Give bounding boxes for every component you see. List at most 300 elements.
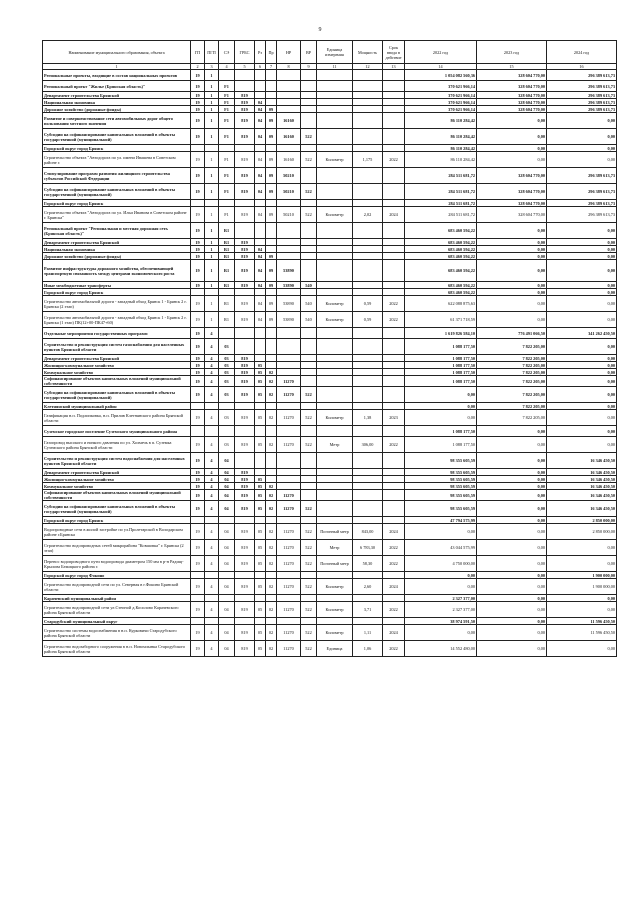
table-cell: 04 bbox=[255, 106, 266, 113]
table-cell: 683 460 594,22 bbox=[405, 289, 477, 296]
table-cell bbox=[317, 253, 353, 260]
table-cell bbox=[353, 355, 383, 362]
table-cell: 04 bbox=[219, 453, 235, 469]
table-row bbox=[43, 501, 617, 517]
column-header: СЭ bbox=[219, 41, 235, 64]
table-cell bbox=[266, 289, 277, 296]
table-cell: 98 355 605,59 bbox=[405, 483, 477, 490]
table-cell: 306,00 bbox=[353, 437, 383, 453]
table-cell bbox=[317, 517, 353, 524]
table-cell bbox=[235, 572, 255, 579]
table-cell bbox=[353, 595, 383, 602]
table-cell: 522 bbox=[301, 207, 317, 223]
table-cell: 819 bbox=[235, 410, 255, 426]
table-cell bbox=[301, 223, 317, 239]
table-cell: 522 bbox=[301, 410, 317, 426]
table-cell: 02 bbox=[266, 524, 277, 540]
table-cell: 4 bbox=[205, 524, 219, 540]
table-cell bbox=[317, 184, 353, 200]
row-name-cell: Региональный проект "Жилье (Брянская область)" bbox=[43, 81, 191, 92]
table-cell bbox=[205, 289, 219, 296]
table-cell bbox=[383, 260, 405, 282]
table-row bbox=[43, 184, 617, 200]
column-number: 5 bbox=[235, 64, 255, 70]
table-cell: Единица bbox=[317, 641, 353, 657]
table-cell bbox=[301, 453, 317, 469]
table-cell: 02 bbox=[266, 490, 277, 501]
table-cell bbox=[317, 145, 353, 152]
table-cell bbox=[383, 483, 405, 490]
table-cell: 05 bbox=[255, 362, 266, 369]
table-cell: 53890 bbox=[277, 296, 301, 312]
table-row bbox=[43, 282, 617, 289]
table-cell: R1 bbox=[219, 253, 235, 260]
table-cell: 296 389 613,73 bbox=[547, 168, 617, 184]
table-cell bbox=[255, 200, 266, 207]
table-cell bbox=[235, 403, 255, 410]
table-cell: 19 bbox=[191, 387, 205, 403]
table-cell: 1 088 177,50 bbox=[405, 376, 477, 387]
table-cell: 11270 bbox=[277, 556, 301, 572]
table-cell: 2023 bbox=[383, 410, 405, 426]
table-cell: 6 783,30 bbox=[353, 540, 383, 556]
table-cell bbox=[277, 595, 301, 602]
table-cell bbox=[255, 469, 266, 476]
table-cell bbox=[353, 339, 383, 355]
table-cell: 53890 bbox=[277, 282, 301, 289]
table-cell: 09 bbox=[266, 129, 277, 145]
table-cell: 0,00 bbox=[547, 339, 617, 355]
table-cell: 0,00 bbox=[405, 572, 477, 579]
table-cell: 19 bbox=[191, 339, 205, 355]
table-cell bbox=[301, 328, 317, 339]
table-cell: 0,00 bbox=[547, 595, 617, 602]
table-row bbox=[43, 490, 617, 501]
table-cell bbox=[277, 369, 301, 376]
table-cell bbox=[353, 490, 383, 501]
table-cell bbox=[317, 572, 353, 579]
table-row bbox=[43, 410, 617, 426]
table-cell bbox=[266, 99, 277, 106]
table-cell bbox=[301, 70, 317, 81]
table-cell bbox=[383, 387, 405, 403]
table-cell bbox=[353, 426, 383, 437]
table-cell: 2 327 377,00 bbox=[405, 602, 477, 618]
table-cell: 819 bbox=[235, 312, 255, 328]
table-cell: 53890 bbox=[277, 312, 301, 328]
table-cell bbox=[353, 453, 383, 469]
table-cell bbox=[353, 246, 383, 253]
row-name-cell: Строительство водопроводных сетей микрорайона "Ковшовка" г. Брянска (2 этап) bbox=[43, 540, 191, 556]
row-name-cell: Газопровод высокого и низкого давления по ул. Холмечь в п. Суземка Суземского района Брянской области bbox=[43, 437, 191, 453]
table-row bbox=[43, 602, 617, 618]
table-cell: 47 794 575,99 bbox=[405, 517, 477, 524]
table-cell: 16 346 450,50 bbox=[547, 483, 617, 490]
table-cell: 1 bbox=[205, 207, 219, 223]
table-cell: 0,00 bbox=[477, 129, 547, 145]
table-cell bbox=[277, 403, 301, 410]
column-header: Мощность bbox=[353, 41, 383, 64]
table-cell bbox=[301, 246, 317, 253]
table-cell bbox=[235, 81, 255, 92]
table-cell: 4 bbox=[205, 437, 219, 453]
row-name-cell: Водопроводные сети в жилой застройке по ул.Пролетарской в Володарском районе г.Брянска bbox=[43, 524, 191, 540]
table-cell: F1 bbox=[219, 92, 235, 99]
row-name-cell: Строительство водопроводной сети ул.Степной д.Косилово Карачевского района Брянской области bbox=[43, 602, 191, 618]
table-cell: 43 044 575,99 bbox=[405, 540, 477, 556]
table-cell: 819 bbox=[235, 483, 255, 490]
table-cell bbox=[219, 403, 235, 410]
table-cell bbox=[235, 145, 255, 152]
table-cell: 328 604 770,00 bbox=[477, 70, 547, 81]
table-cell: 02 bbox=[266, 376, 277, 387]
table-cell bbox=[317, 355, 353, 362]
table-cell: 19 bbox=[191, 602, 205, 618]
table-cell: 04 bbox=[219, 490, 235, 501]
table-cell: 19 bbox=[191, 239, 205, 246]
row-name-cell: Региональные проекты, входящие в состав национальных проектов bbox=[43, 70, 191, 81]
table-cell bbox=[255, 239, 266, 246]
table-cell bbox=[317, 469, 353, 476]
table-cell bbox=[317, 289, 353, 296]
row-name-cell: Развитие инфраструктуры дорожного хозяйства, обеспечивающей транспортную связанность между центрами экономического роста bbox=[43, 260, 191, 282]
table-cell: 1 bbox=[205, 184, 219, 200]
table-cell: 1 bbox=[205, 239, 219, 246]
table-cell: 0,00 bbox=[477, 296, 547, 312]
table-cell bbox=[277, 476, 301, 483]
table-cell: 0,00 bbox=[477, 282, 547, 289]
table-cell: 02 bbox=[266, 625, 277, 641]
table-cell bbox=[383, 253, 405, 260]
table-cell: 1 bbox=[205, 81, 219, 92]
table-cell bbox=[266, 355, 277, 362]
table-cell bbox=[353, 476, 383, 483]
table-cell: 04 bbox=[255, 207, 266, 223]
table-cell: 0,00 bbox=[547, 387, 617, 403]
table-cell bbox=[353, 253, 383, 260]
table-cell: 4 bbox=[205, 355, 219, 362]
table-cell: 19 bbox=[191, 362, 205, 369]
table-cell: 02 bbox=[266, 602, 277, 618]
table-cell bbox=[266, 145, 277, 152]
table-cell: 02 bbox=[266, 437, 277, 453]
table-cell: Километр bbox=[317, 602, 353, 618]
table-row bbox=[43, 312, 617, 328]
table-cell: 819 bbox=[235, 253, 255, 260]
table-cell bbox=[383, 246, 405, 253]
table-row bbox=[43, 207, 617, 223]
table-cell: 19 bbox=[191, 437, 205, 453]
table-cell bbox=[235, 328, 255, 339]
table-cell: 819 bbox=[235, 239, 255, 246]
table-cell: 50210 bbox=[277, 207, 301, 223]
table-cell bbox=[383, 572, 405, 579]
table-cell bbox=[235, 289, 255, 296]
table-row bbox=[43, 289, 617, 296]
table-cell: 522 bbox=[301, 540, 317, 556]
table-cell bbox=[383, 595, 405, 602]
table-cell: 98 355 605,59 bbox=[405, 501, 477, 517]
table-cell: 683 460 594,22 bbox=[405, 223, 477, 239]
table-cell: 370 621 966,14 bbox=[405, 106, 477, 113]
table-cell bbox=[383, 106, 405, 113]
table-cell: 09 bbox=[266, 152, 277, 168]
table-cell: 1 bbox=[205, 223, 219, 239]
table-cell bbox=[277, 362, 301, 369]
table-cell: 04 bbox=[255, 312, 266, 328]
table-cell: 0,00 bbox=[547, 602, 617, 618]
table-cell bbox=[353, 129, 383, 145]
table-cell: 02 bbox=[266, 579, 277, 595]
table-cell: 522 bbox=[301, 602, 317, 618]
table-cell: 19 bbox=[191, 129, 205, 145]
table-cell: 1 054 082 560,36 bbox=[405, 70, 477, 81]
table-cell: 19 bbox=[191, 152, 205, 168]
table-cell: 522 bbox=[301, 556, 317, 572]
table-cell: 04 bbox=[255, 253, 266, 260]
table-cell bbox=[277, 223, 301, 239]
table-cell: 522 bbox=[301, 184, 317, 200]
column-number: 7 bbox=[266, 64, 277, 70]
table-cell: 4 750 000,00 bbox=[405, 556, 477, 572]
table-cell: 98 355 605,59 bbox=[405, 476, 477, 483]
table-cell: 819 bbox=[235, 99, 255, 106]
table-cell: 11270 bbox=[277, 376, 301, 387]
table-cell: 19 bbox=[191, 355, 205, 362]
row-name-cell: Национальная экономика bbox=[43, 246, 191, 253]
table-cell: 284 511 681,72 bbox=[405, 184, 477, 200]
table-cell: 328 604 770,00 bbox=[477, 92, 547, 99]
table-cell: 819 bbox=[235, 469, 255, 476]
table-cell: 776 491 066,50 bbox=[477, 328, 547, 339]
table-cell: 05 bbox=[255, 625, 266, 641]
table-cell: 819 bbox=[235, 246, 255, 253]
table-cell: 02 bbox=[266, 410, 277, 426]
table-cell bbox=[266, 70, 277, 81]
table-cell bbox=[205, 403, 219, 410]
table-cell bbox=[301, 426, 317, 437]
column-number: 16 bbox=[547, 64, 617, 70]
table-cell: F1 bbox=[219, 152, 235, 168]
table-cell bbox=[277, 99, 301, 106]
table-cell: 19 bbox=[191, 579, 205, 595]
table-cell: 0,00 bbox=[547, 355, 617, 362]
table-cell bbox=[353, 328, 383, 339]
table-cell bbox=[383, 426, 405, 437]
table-cell bbox=[277, 106, 301, 113]
table-cell: 819 bbox=[235, 387, 255, 403]
table-cell: 1,38 bbox=[353, 410, 383, 426]
table-row bbox=[43, 517, 617, 524]
table-cell: 0,00 bbox=[547, 556, 617, 572]
table-cell: 11270 bbox=[277, 625, 301, 641]
table-cell: 09 bbox=[266, 113, 277, 129]
table-cell: 0,00 bbox=[477, 556, 547, 572]
table-cell: 2024 bbox=[383, 579, 405, 595]
table-cell: 04 bbox=[219, 501, 235, 517]
table-cell: 328 604 770,00 bbox=[477, 168, 547, 184]
table-cell: 11 596 450,50 bbox=[547, 625, 617, 641]
column-header: Срок ввода в действие bbox=[383, 41, 405, 64]
budget-table bbox=[42, 40, 617, 657]
table-cell bbox=[383, 328, 405, 339]
table-cell: 0,00 bbox=[547, 289, 617, 296]
table-cell bbox=[277, 339, 301, 355]
table-cell bbox=[317, 113, 353, 129]
table-cell bbox=[255, 223, 266, 239]
table-cell: F1 bbox=[219, 99, 235, 106]
table-cell: 4 bbox=[205, 641, 219, 657]
table-cell bbox=[301, 81, 317, 92]
table-cell: 522 bbox=[301, 625, 317, 641]
table-cell bbox=[255, 403, 266, 410]
table-cell bbox=[317, 618, 353, 625]
table-cell: 05 bbox=[255, 579, 266, 595]
table-cell: 04 bbox=[255, 99, 266, 106]
table-cell bbox=[277, 469, 301, 476]
column-header: НР bbox=[277, 41, 301, 64]
column-header: Пр bbox=[266, 41, 277, 64]
table-row bbox=[43, 81, 617, 92]
table-cell: 09 bbox=[266, 296, 277, 312]
table-cell bbox=[301, 168, 317, 184]
table-cell bbox=[383, 81, 405, 92]
table-cell bbox=[191, 403, 205, 410]
table-cell: 819 bbox=[235, 556, 255, 572]
table-cell bbox=[317, 239, 353, 246]
table-cell: 0,00 bbox=[477, 595, 547, 602]
table-cell: 03 bbox=[219, 376, 235, 387]
table-cell: 02 bbox=[266, 641, 277, 657]
table-cell: 0,00 bbox=[547, 410, 617, 426]
table-cell: 0,00 bbox=[477, 312, 547, 328]
table-cell: 2 327 377,00 bbox=[405, 595, 477, 602]
table-cell bbox=[383, 403, 405, 410]
table-cell bbox=[383, 223, 405, 239]
table-cell: 19 bbox=[191, 540, 205, 556]
column-number: 9 bbox=[301, 64, 317, 70]
table-cell: 19 bbox=[191, 260, 205, 282]
row-name-cell: Департамент строительства Брянской bbox=[43, 92, 191, 99]
table-cell: 09 bbox=[266, 106, 277, 113]
table-cell: 04 bbox=[219, 540, 235, 556]
table-cell: 4 bbox=[205, 556, 219, 572]
table-cell: 2022 bbox=[383, 556, 405, 572]
row-name-cell: Жилищно-коммунальное хозяйство bbox=[43, 362, 191, 369]
table-cell: 296 389 613,73 bbox=[547, 106, 617, 113]
table-row bbox=[43, 625, 617, 641]
table-cell bbox=[277, 572, 301, 579]
table-cell: 0,00 bbox=[547, 239, 617, 246]
table-cell: 11 596 450,50 bbox=[547, 618, 617, 625]
row-name-cell: Суземское городское поселение Суземского муниципального района bbox=[43, 426, 191, 437]
column-header: ВР bbox=[301, 41, 317, 64]
table-cell: 04 bbox=[255, 129, 266, 145]
table-cell bbox=[383, 168, 405, 184]
table-cell: 819 bbox=[235, 152, 255, 168]
table-cell: 0,00 bbox=[547, 369, 617, 376]
table-cell bbox=[317, 362, 353, 369]
table-cell: 11270 bbox=[277, 501, 301, 517]
table-cell: 2022 bbox=[383, 437, 405, 453]
table-cell: Погонный метр bbox=[317, 556, 353, 572]
table-cell bbox=[235, 426, 255, 437]
row-name-cell: Строительство водозаборного сооружения в н.п. Новомлынка Стародубского района Брянской области bbox=[43, 641, 191, 657]
row-name-cell: Отдельные мероприятия государственных программ bbox=[43, 328, 191, 339]
table-cell bbox=[383, 289, 405, 296]
table-cell: 16 346 450,50 bbox=[547, 453, 617, 469]
table-cell bbox=[266, 469, 277, 476]
table-cell bbox=[301, 260, 317, 282]
table-cell: 819 bbox=[235, 540, 255, 556]
table-header-row bbox=[43, 41, 617, 64]
column-header: ПГП bbox=[205, 41, 219, 64]
table-row bbox=[43, 469, 617, 476]
table-cell: 86 110 284,42 bbox=[405, 152, 477, 168]
table-cell bbox=[353, 403, 383, 410]
row-name-cell: Клетнянский муниципальный район bbox=[43, 403, 191, 410]
table-row bbox=[43, 129, 617, 145]
column-number: 4 bbox=[219, 64, 235, 70]
table-cell bbox=[353, 168, 383, 184]
table-cell: 1 088 177,50 bbox=[405, 339, 477, 355]
table-cell bbox=[235, 70, 255, 81]
table-cell: 819 bbox=[235, 437, 255, 453]
table-cell bbox=[383, 517, 405, 524]
table-cell: 53890 bbox=[277, 260, 301, 282]
table-cell bbox=[317, 476, 353, 483]
table-cell: F1 bbox=[219, 106, 235, 113]
table-cell bbox=[301, 339, 317, 355]
table-cell: 819 bbox=[235, 92, 255, 99]
table-cell: 370 621 966,14 bbox=[405, 81, 477, 92]
table-cell: 86 110 284,42 bbox=[405, 113, 477, 129]
table-cell: 61 371 718,59 bbox=[405, 312, 477, 328]
table-cell: 16 346 450,50 bbox=[547, 501, 617, 517]
table-cell bbox=[353, 369, 383, 376]
table-cell bbox=[353, 184, 383, 200]
table-cell: 4 bbox=[205, 376, 219, 387]
column-number: 14 bbox=[405, 64, 477, 70]
table-cell: 540 bbox=[301, 312, 317, 328]
table-cell bbox=[317, 200, 353, 207]
table-cell bbox=[191, 618, 205, 625]
table-row bbox=[43, 168, 617, 184]
table-row bbox=[43, 99, 617, 106]
table-cell: Километр bbox=[317, 625, 353, 641]
table-cell: Километр bbox=[317, 312, 353, 328]
table-row bbox=[43, 426, 617, 437]
table-row bbox=[43, 145, 617, 152]
table-cell: 0,00 bbox=[477, 490, 547, 501]
table-cell bbox=[301, 145, 317, 152]
table-row bbox=[43, 376, 617, 387]
table-cell: 522 bbox=[301, 524, 317, 540]
table-cell bbox=[301, 289, 317, 296]
table-cell: 819 bbox=[235, 490, 255, 501]
table-cell: 1,11 bbox=[353, 625, 383, 641]
table-cell bbox=[277, 246, 301, 253]
table-cell: 1 bbox=[205, 282, 219, 289]
table-cell bbox=[317, 387, 353, 403]
table-cell: 0,00 bbox=[477, 540, 547, 556]
table-cell: 2024 bbox=[383, 625, 405, 641]
table-cell: 296 389 613,73 bbox=[547, 81, 617, 92]
column-number: 6 bbox=[255, 64, 266, 70]
table-row bbox=[43, 476, 617, 483]
table-cell: 05 bbox=[255, 641, 266, 657]
column-header: Рз bbox=[255, 41, 266, 64]
